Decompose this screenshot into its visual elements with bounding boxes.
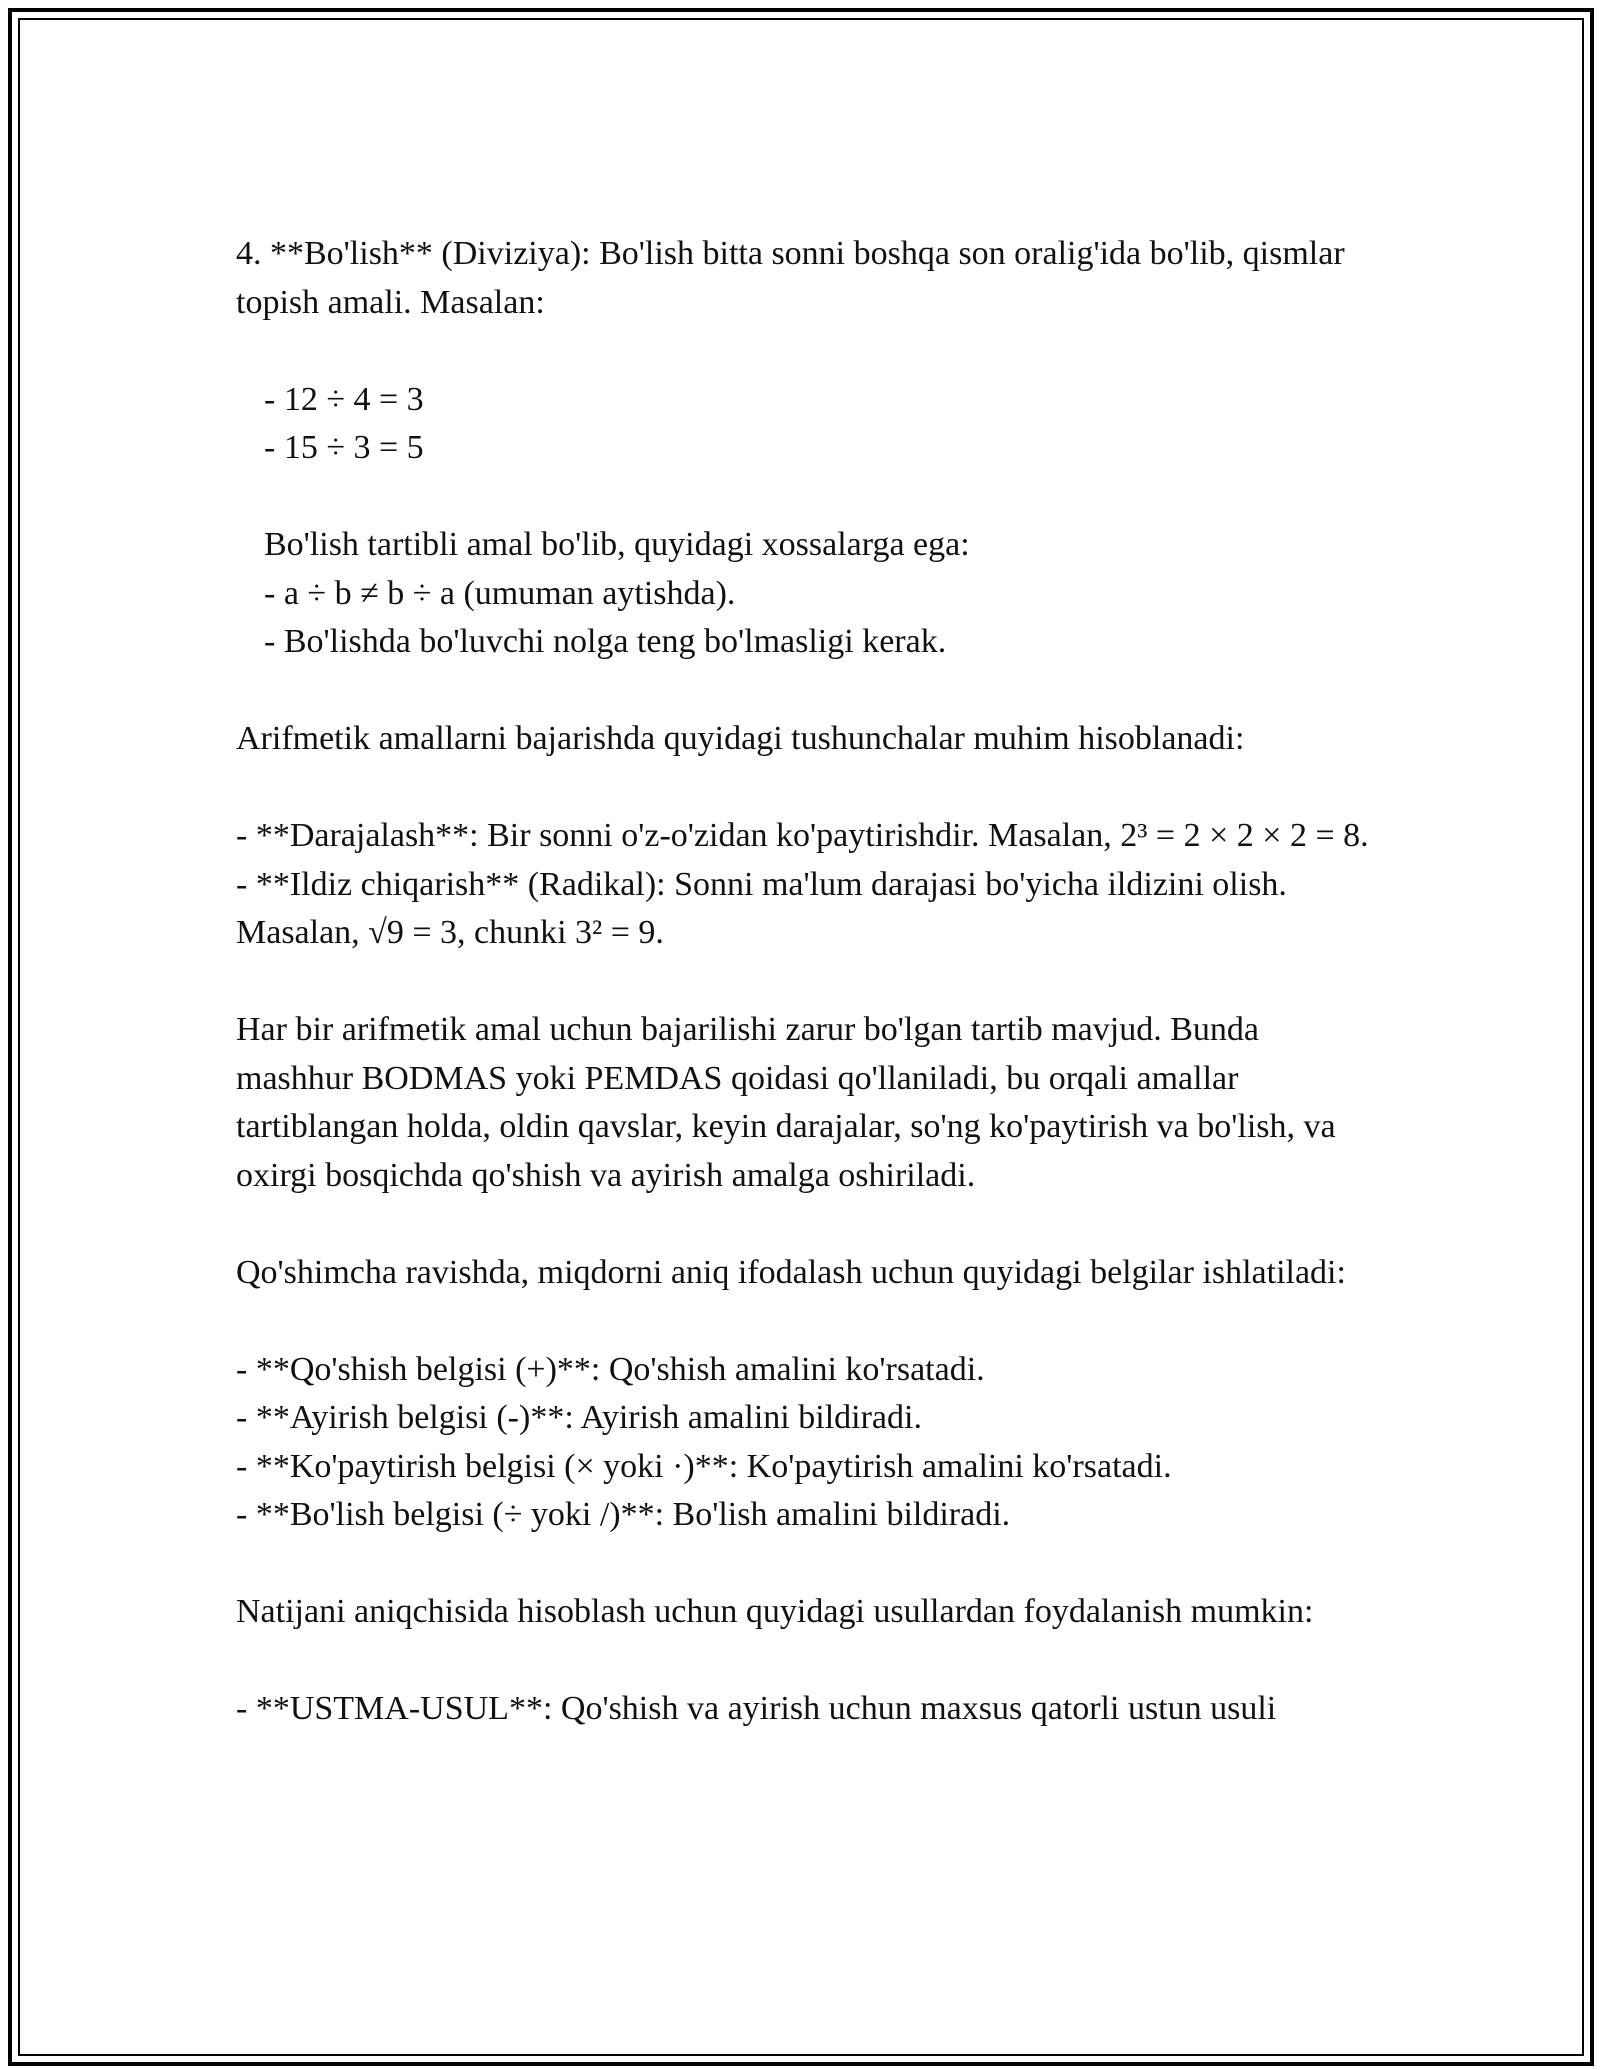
spacer — [236, 1540, 1376, 1589]
paragraph-concepts-intro: Arifmetik amallarni bajarishda quyidagi tushunchalar muhim hisoblanadi: — [236, 720, 1245, 757]
list-item-exponent: - **Darajalash**: Bir sonni o'z-o'zidan ko'paytirishdir. Masalan, 2³ = 2 × 2 × 2 = 8. — [236, 817, 1369, 854]
spacer — [236, 473, 1376, 522]
symbol-item: - **Bo'lish belgisi (÷ yoki /)**: Bo'lish amalini bildiradi. — [236, 1496, 1011, 1533]
paragraph-methods-intro: Natijani aniqchisida hisoblash uchun quyidagi usullardan foydalanish mumkin: — [236, 1593, 1314, 1630]
spacer — [236, 667, 1376, 716]
spacer — [236, 764, 1376, 813]
list-item-method: - **USTMA-USUL**: Qo'shish va ayirish uchun maxsus qatorli ustun usuli — [236, 1690, 1277, 1727]
list-item-root: - **Ildiz chiqarish** (Radikal): Sonni ma'lum darajasi bo'yicha ildizini olish. Masalan, √9 = 3, chunki 3² = 9. — [236, 865, 1287, 951]
spacer — [236, 1200, 1376, 1249]
document-body — [236, 230, 1376, 1734]
example-line: - 12 ÷ 4 = 3 — [264, 380, 424, 418]
spacer — [236, 327, 1376, 376]
symbol-item: - **Ayirish belgisi (-)**: Ayirish amalini bildiradi. — [236, 1399, 922, 1436]
property-item: - a ÷ b ≠ b ÷ a (umuman aytishda). — [264, 574, 736, 612]
symbol-item: - **Qo'shish belgisi (+)**: Qo'shish amalini ko'rsatadi. — [236, 1350, 985, 1388]
example-line: - 15 ÷ 3 = 5 — [264, 429, 424, 466]
spacer — [236, 1297, 1376, 1346]
property-item: - Bo'lishda bo'luvchi nolga teng bo'lmasligi kerak. — [264, 623, 947, 660]
symbol-item: - **Ko'paytirish belgisi (× yoki ·)**: Ko'paytirish amalini ko'rsatadi. — [236, 1447, 1172, 1485]
paragraph-division: 4. **Bo'lish** (Diviziya): Bo'lish bitta sonni boshqa son oralig'ida bo'lib, qismlar topish amali. Masalan: — [236, 235, 1345, 321]
paragraph-order-of-operations: Har bir arifmetik amal uchun bajarilishi zarur bo'lgan tartib mavjud. Bunda mashhur BODMAS yoki PEMDAS qoidasi qo'llaniladi, bu orqali amallar tartiblangan holda, oldin qavslar, keyin darajalar, so'ng ko'paytirish va bo'lish, va oxirgi bosqichda qo'shish va ayirish amalga oshiriladi. — [236, 1011, 1336, 1194]
spacer — [236, 1637, 1376, 1686]
spacer — [236, 958, 1376, 1007]
paragraph-symbols-intro: Qo'shimcha ravishda, miqdorni aniq ifodalash uchun quyidagi belgilar ishlatiladi: — [236, 1253, 1346, 1291]
properties-intro: Bo'lish tartibli amal bo'lib, quyidagi xossalarga ega: — [264, 526, 970, 563]
